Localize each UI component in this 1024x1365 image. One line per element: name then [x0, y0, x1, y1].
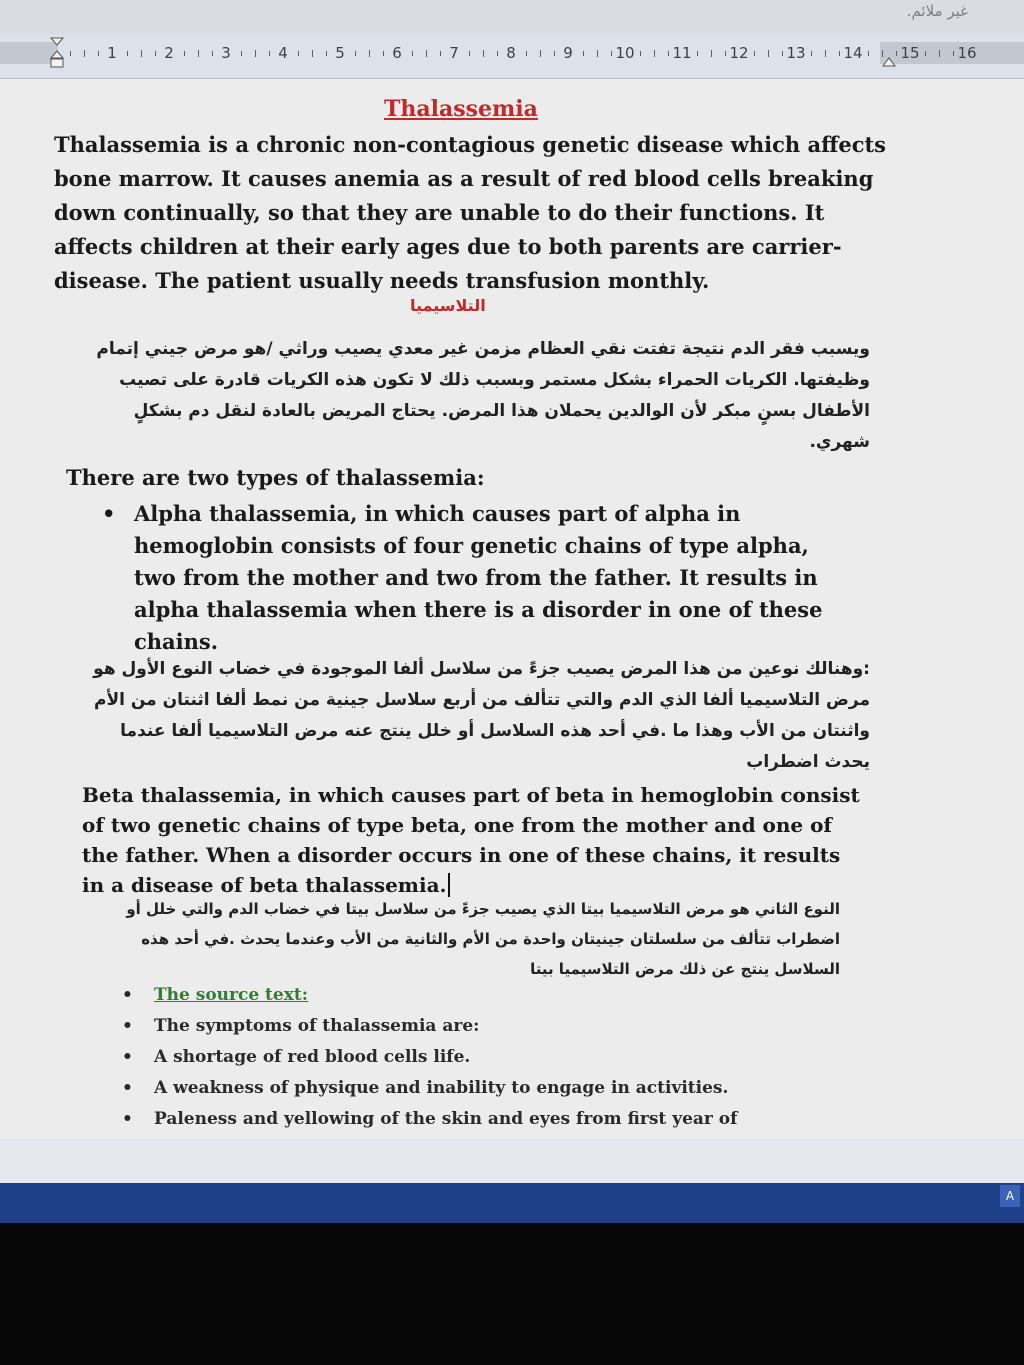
ruler-tick	[839, 51, 840, 56]
source-item: A shortage of red blood cells life.	[154, 1047, 471, 1067]
source-item: The symptoms of thalassemia are:	[154, 1016, 480, 1036]
indent-marker-icon[interactable]	[50, 36, 64, 70]
ruler-tick	[355, 51, 356, 56]
ruler-tick	[212, 51, 213, 56]
ruler-tick	[383, 51, 384, 56]
ruler-tick	[426, 50, 427, 57]
ruler-number: 2	[164, 44, 174, 62]
ruler-number: 16	[957, 44, 977, 62]
ruler-tick	[312, 50, 313, 57]
ruler-tick	[127, 51, 128, 56]
ruler-tick	[953, 51, 954, 56]
alpha-paragraph-ar: :وهنالك نوعين من هذا المرض يصيب جزءً من سلاسل ألفا الموجودة في خضاب النوع الأول هو مرض التلاسيميا ألفا الذي الدم والتي تتألف من أربع سلاسل جينية من نمط ألفا اثنتان من الأم واثنتان من الأب وهذا ما .في أحد هذه السلاسل أو خلل ينتج عنه مرض التلاسيميا ألفا عندما يحدث اضطراب	[93, 659, 870, 772]
ruler-number: 15	[900, 44, 920, 62]
ruler-tick	[811, 51, 812, 56]
ruler-tick	[725, 51, 726, 56]
ruler-tick	[782, 51, 783, 56]
bullet-icon: •	[122, 1016, 133, 1036]
window-top-bar	[0, 0, 1024, 34]
ruler-tick	[198, 50, 199, 57]
ruler-tick	[298, 51, 299, 56]
ruler-tick	[326, 51, 327, 56]
ruler-number: 13	[786, 44, 806, 62]
bullet-icon: •	[122, 1047, 133, 1067]
ruler-tick	[640, 51, 641, 56]
ruler-number: 8	[506, 44, 516, 62]
ruler-tick	[469, 51, 470, 56]
intro-paragraph-ar: ويسبب فقر الدم نتيجة تفتت نقي العظام مزمن غير معدي يصيب وراثي /هو مرض جيني إتمام وظيفتها. الكريات الحمراء بشكل مستمر وبسبب ذلك لا تكون هذه الكريات قادرة على تصيب الأطفال بسنٍ مبكر لأن الوالدين يحملان هذا المرض. يحتاج المريض بالعادة لنقل دم بشكلٍ شهري.	[96, 339, 870, 452]
bullet-icon: •	[122, 1078, 133, 1098]
source-bullet-list	[116, 980, 876, 1135]
ruler-number: 1	[107, 44, 117, 62]
taskbar	[0, 1183, 1024, 1223]
ruler-number: 5	[335, 44, 345, 62]
ruler-tick	[939, 50, 940, 57]
ruler-number: 12	[729, 44, 749, 62]
ruler-tick	[497, 51, 498, 56]
ruler-tick	[697, 51, 698, 56]
list-item	[116, 1011, 876, 1042]
ruler-tick	[141, 50, 142, 57]
document-title: Thalassemia	[384, 96, 538, 122]
list-item	[116, 980, 876, 1011]
ruler-tick	[583, 51, 584, 56]
bullet-icon: •	[122, 1109, 133, 1129]
alpha-paragraph-en: Alpha thalassemia, in which causes part of alpha in hemoglobin consists of four genetic chains of type alpha, two from the mother and two from the father. It results in alpha thalassemia when there is a disorder in one of these chains.	[134, 501, 823, 654]
beta-text: Beta thalassemia, in which causes part of beta in hemoglobin consist of two genetic chains of type beta, one from the mother and one of the father. When a disorder occurs in one of these chains, it results in a disease of beta thalassemia.	[82, 783, 860, 897]
ruler-tick	[155, 51, 156, 56]
beta-paragraph-en	[82, 780, 862, 900]
ruler-number: 10	[615, 44, 635, 62]
ruler-tick	[526, 51, 527, 56]
ruler-tick	[896, 51, 897, 56]
ruler-tick	[668, 51, 669, 56]
list-item	[116, 1042, 876, 1073]
ruler-tick	[483, 50, 484, 57]
ruler-tick	[925, 51, 926, 56]
ruler-number: 11	[672, 44, 692, 62]
ruler-tick	[369, 50, 370, 57]
list-item	[96, 498, 856, 658]
ruler-number: 6	[392, 44, 402, 62]
arabic-title: التلاسيميا	[410, 296, 486, 315]
ruler-tick	[754, 51, 755, 56]
taskbar-button[interactable]: A	[1000, 1185, 1020, 1207]
list-item	[116, 1073, 876, 1104]
ruler-tick	[554, 51, 555, 56]
ruler-number: 7	[449, 44, 459, 62]
ruler-tick	[597, 50, 598, 57]
ruler-tick	[882, 50, 883, 57]
list-item	[116, 1104, 876, 1135]
ruler-number: 3	[221, 44, 231, 62]
ruler-tick	[412, 51, 413, 56]
bullet-icon: •	[102, 501, 116, 526]
ruler-tick	[70, 51, 71, 56]
ruler-tick	[84, 50, 85, 57]
bullet-icon: •	[122, 985, 133, 1005]
ruler-tick	[711, 50, 712, 57]
ruler-tick	[255, 50, 256, 57]
ruler-tick	[440, 51, 441, 56]
horizontal-ruler[interactable]	[0, 34, 1024, 79]
ruler-tick	[654, 50, 655, 57]
ruler-tick	[768, 50, 769, 57]
source-text-link[interactable]: The source text:	[154, 985, 308, 1005]
right-indent-marker-icon[interactable]	[882, 36, 896, 70]
ruler-number: 9	[563, 44, 573, 62]
status-bar	[0, 1139, 1024, 1183]
alpha-bullet-list	[96, 498, 856, 658]
ruler-tick	[184, 51, 185, 56]
types-heading: There are two types of thalassemia:	[66, 465, 485, 490]
ruler-number: 4	[278, 44, 288, 62]
top-hint-text: غير ملائم.	[906, 2, 968, 20]
source-item: A weakness of physique and inability to engage in activities.	[154, 1078, 729, 1098]
source-item: Paleness and yellowing of the skin and eyes from first year of	[154, 1109, 738, 1129]
ruler-tick	[825, 50, 826, 57]
ruler-tick	[98, 51, 99, 56]
beta-paragraph-ar: النوع الثاني هو مرض التلاسيميا بيتا الذي يصيب جزءً من سلاسل بيتا في خضاب الدم والتي خلل أو اضطراب تتألف من سلسلتان جينيتان واحدة من الأم والثانية من الأب وعندما يحدث .في أحد هذه السلاسل ينتج عن ذلك مرض التلاسيميا بيتا	[126, 900, 840, 978]
ruler-tick	[269, 51, 270, 56]
monitor-bezel	[0, 1223, 1024, 1365]
ruler-tick	[611, 51, 612, 56]
ruler-number: 14	[843, 44, 863, 62]
ruler-tick	[868, 51, 869, 56]
ruler-tick	[540, 50, 541, 57]
ruler-tick	[241, 51, 242, 56]
intro-paragraph-en: Thalassemia is a chronic non-contagious genetic disease which affects bone marrow. It causes anemia as a result of red blood cells breaking down continually, so that they are unable to do their functions. It affects children at their early ages due to both parents are carrier-disease. The patient usually needs transfusion monthly.	[54, 132, 887, 293]
